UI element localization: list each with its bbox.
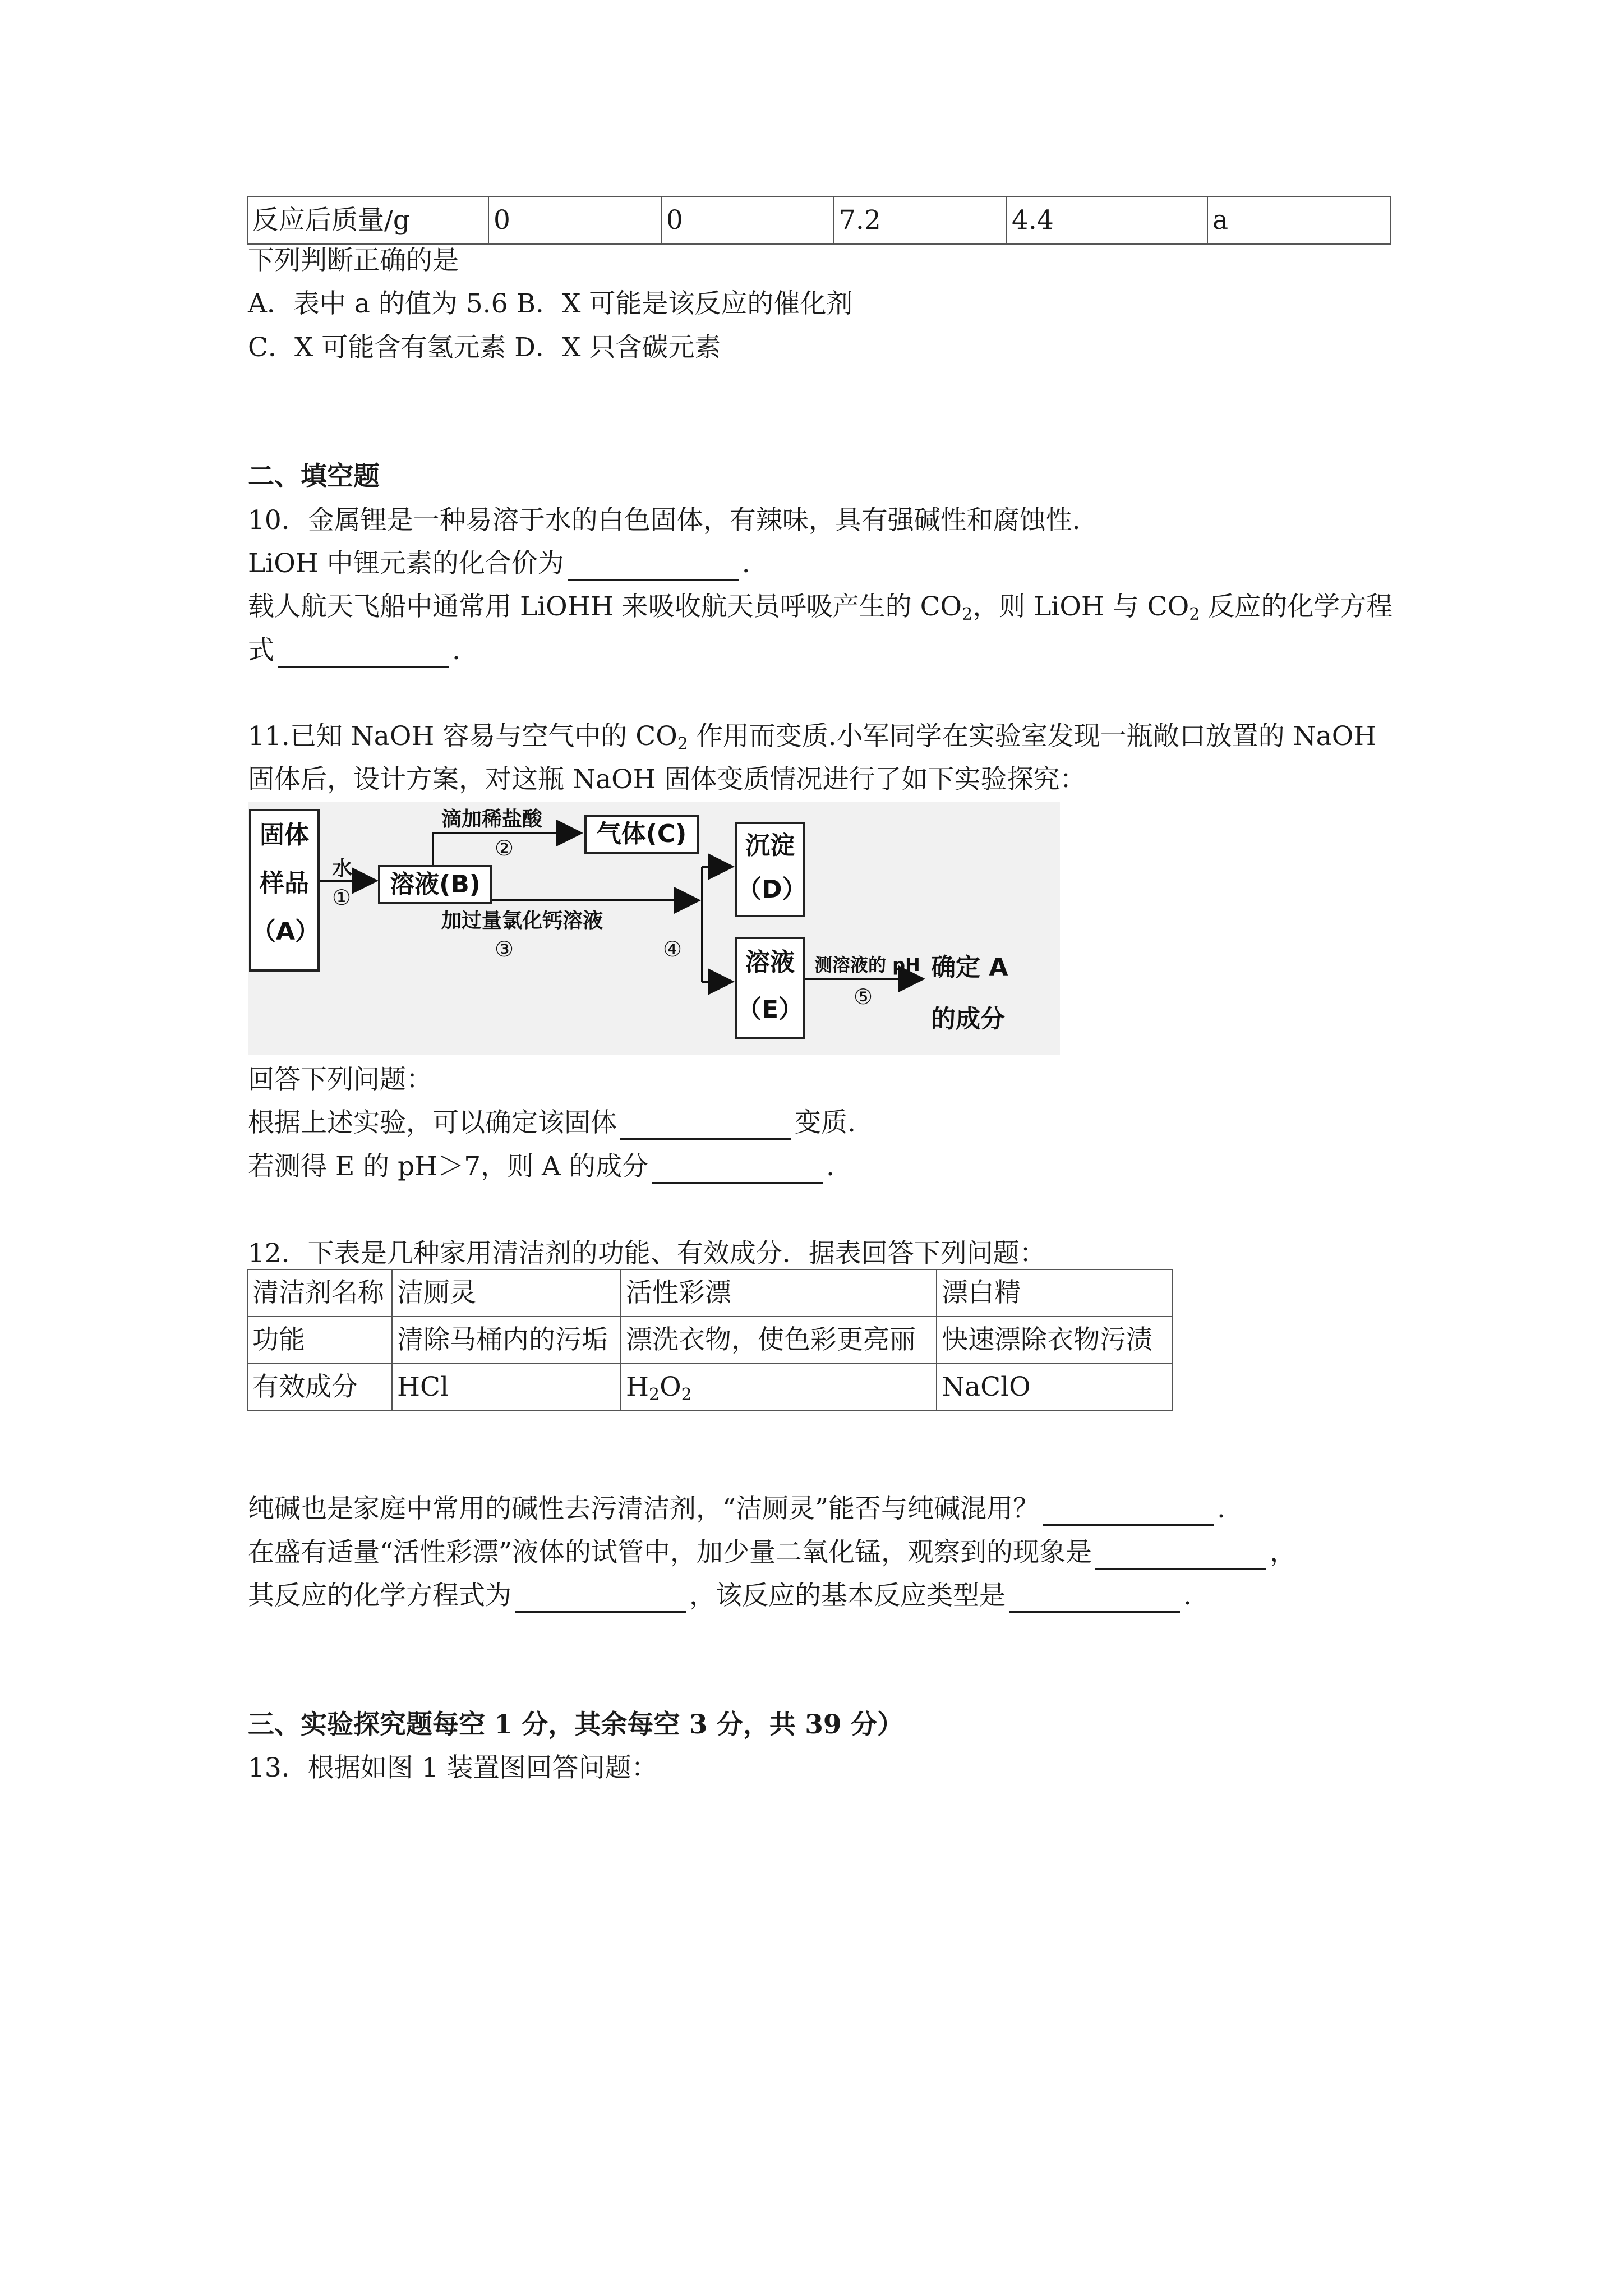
- table-cell: 功能: [247, 1317, 392, 1364]
- step-4-label: ④: [663, 937, 683, 961]
- table-cell: 0: [661, 197, 834, 244]
- step-1-label: ①: [332, 885, 352, 910]
- q9-options-ab: A．表中 a 的值为 5.6 B．X 可能是该反应的催化剂: [248, 288, 853, 319]
- table-row: [247, 1317, 1173, 1364]
- step-5-label: ⑤: [854, 984, 873, 1009]
- confirm-label-2: 的成分: [931, 1005, 1005, 1033]
- q12-line3: 其反应的化学方程式为 ，该反应的基本反应类型是 .: [248, 1579, 1192, 1613]
- table-cell: $H_2O_2$: [621, 1364, 937, 1411]
- q12-intro: 12．下表是几种家用清洁剂的功能、有效成分．据表回答下列问题：: [248, 1238, 1046, 1269]
- q12-line1: 纯碱也是家庭中常用的碱性去污清洁剂，“洁厕灵”能否与纯碱混用？ .: [248, 1492, 1225, 1526]
- table-cell: 反应后质量/g: [247, 197, 488, 244]
- q9-options-cd: C．X 可能含有氢元素 D．X 只含碳元素: [248, 332, 721, 363]
- section-3-heading: 三、实验探究题每空 1 分，其余每空 3 分，共 39 分）: [248, 1709, 903, 1740]
- table-cell: 洁厕灵: [392, 1269, 621, 1317]
- q11-line2: 固体后，设计方案，对这瓶 NaOH 固体变质情况进行了如下实验探究：: [248, 764, 1086, 795]
- answer-blank[interactable]: [652, 1156, 823, 1184]
- table-cell: 4.4: [1007, 197, 1207, 244]
- answer-blank[interactable]: [515, 1585, 686, 1613]
- add-hcl-label: 滴加稀盐酸: [441, 808, 543, 831]
- table-cell: a: [1207, 197, 1390, 244]
- cleaner-table: [247, 1269, 1173, 1411]
- table-cell: 漂白精: [937, 1269, 1173, 1317]
- section-2-heading: 二、填空题: [248, 461, 380, 492]
- q11-question-1: 根据上述实验，可以确定该固体 变质.: [248, 1106, 856, 1140]
- q13-line: 13．根据如图 1 装置图回答问题：: [248, 1752, 658, 1783]
- solution-b-box: 溶液(B): [378, 865, 492, 904]
- measure-ph-label: 测溶液的 pH: [814, 954, 920, 976]
- answer-blank[interactable]: [278, 640, 449, 668]
- table-cell: 活性彩漂: [621, 1269, 937, 1317]
- q11-answer-prompt: 回答下列问题：: [248, 1064, 432, 1095]
- q11-question-2: 若测得 E 的 pH＞7，则 A 的成分 .: [248, 1150, 834, 1184]
- step-2-label: ②: [495, 836, 514, 861]
- answer-blank[interactable]: [1043, 1498, 1214, 1526]
- q10-line3: 载人航天飞船中通常用 LiOHH 来吸收航天员呼吸产生的 $CO_2$，则 LiOH 与 $CO_2$ 反应的化学方程: [248, 591, 1393, 624]
- answer-blank[interactable]: [1009, 1585, 1180, 1613]
- table-cell: NaClO: [937, 1364, 1173, 1411]
- sample-a-box: 固体 样品 （A）: [249, 809, 320, 972]
- answer-blank[interactable]: [568, 553, 739, 581]
- mass-table: [247, 196, 1391, 245]
- precipitate-d-box: 沉淀 （D）: [735, 822, 805, 917]
- water-label: 水: [332, 857, 353, 880]
- table-cell: 漂洗衣物，使色彩更亮丽: [621, 1317, 937, 1364]
- table-cell: 清除马桶内的污垢: [392, 1317, 621, 1364]
- q10-line1: 10．金属锂是一种易溶于水的白色固体，有辣味，具有强碱性和腐蚀性.: [248, 505, 1081, 536]
- table-cell: 0: [488, 197, 661, 244]
- step-3-label: ③: [495, 937, 514, 961]
- answer-blank[interactable]: [620, 1112, 791, 1140]
- table-cell: 7.2: [834, 197, 1007, 244]
- q10-line2: LiOH 中锂元素的化合价为 .: [248, 547, 750, 581]
- table-cell: 快速漂除衣物污渍: [937, 1317, 1173, 1364]
- table-cell: 有效成分: [247, 1364, 392, 1411]
- q11-line1: 11.已知 NaOH 容易与空气中的 $CO_2$ 作用而变质.小军同学在实验室发现一瓶敞口放置的 NaOH: [248, 721, 1377, 754]
- solution-e-box: 溶液 （E）: [735, 937, 805, 1039]
- table-cell: 清洁剂名称: [247, 1269, 392, 1317]
- gas-c-box: 气体(C): [584, 815, 699, 854]
- answer-blank[interactable]: [1095, 1542, 1266, 1570]
- table-row: [247, 197, 1390, 244]
- q10-line4: 式 .: [248, 634, 460, 668]
- confirm-label-1: 确定 A: [931, 953, 1008, 982]
- add-cacl2-label: 加过量氯化钙溶液: [441, 909, 603, 932]
- experiment-flowchart: [248, 802, 1060, 1055]
- table-row: [247, 1269, 1173, 1317]
- table-row: [247, 1364, 1173, 1411]
- q9-prompt: 下列判断正确的是: [248, 245, 459, 276]
- table-cell: HCl: [392, 1364, 621, 1411]
- q12-line2: 在盛有适量“活性彩漂”液体的试管中，加少量二氧化锰，观察到的现象是 ，: [248, 1536, 1296, 1570]
